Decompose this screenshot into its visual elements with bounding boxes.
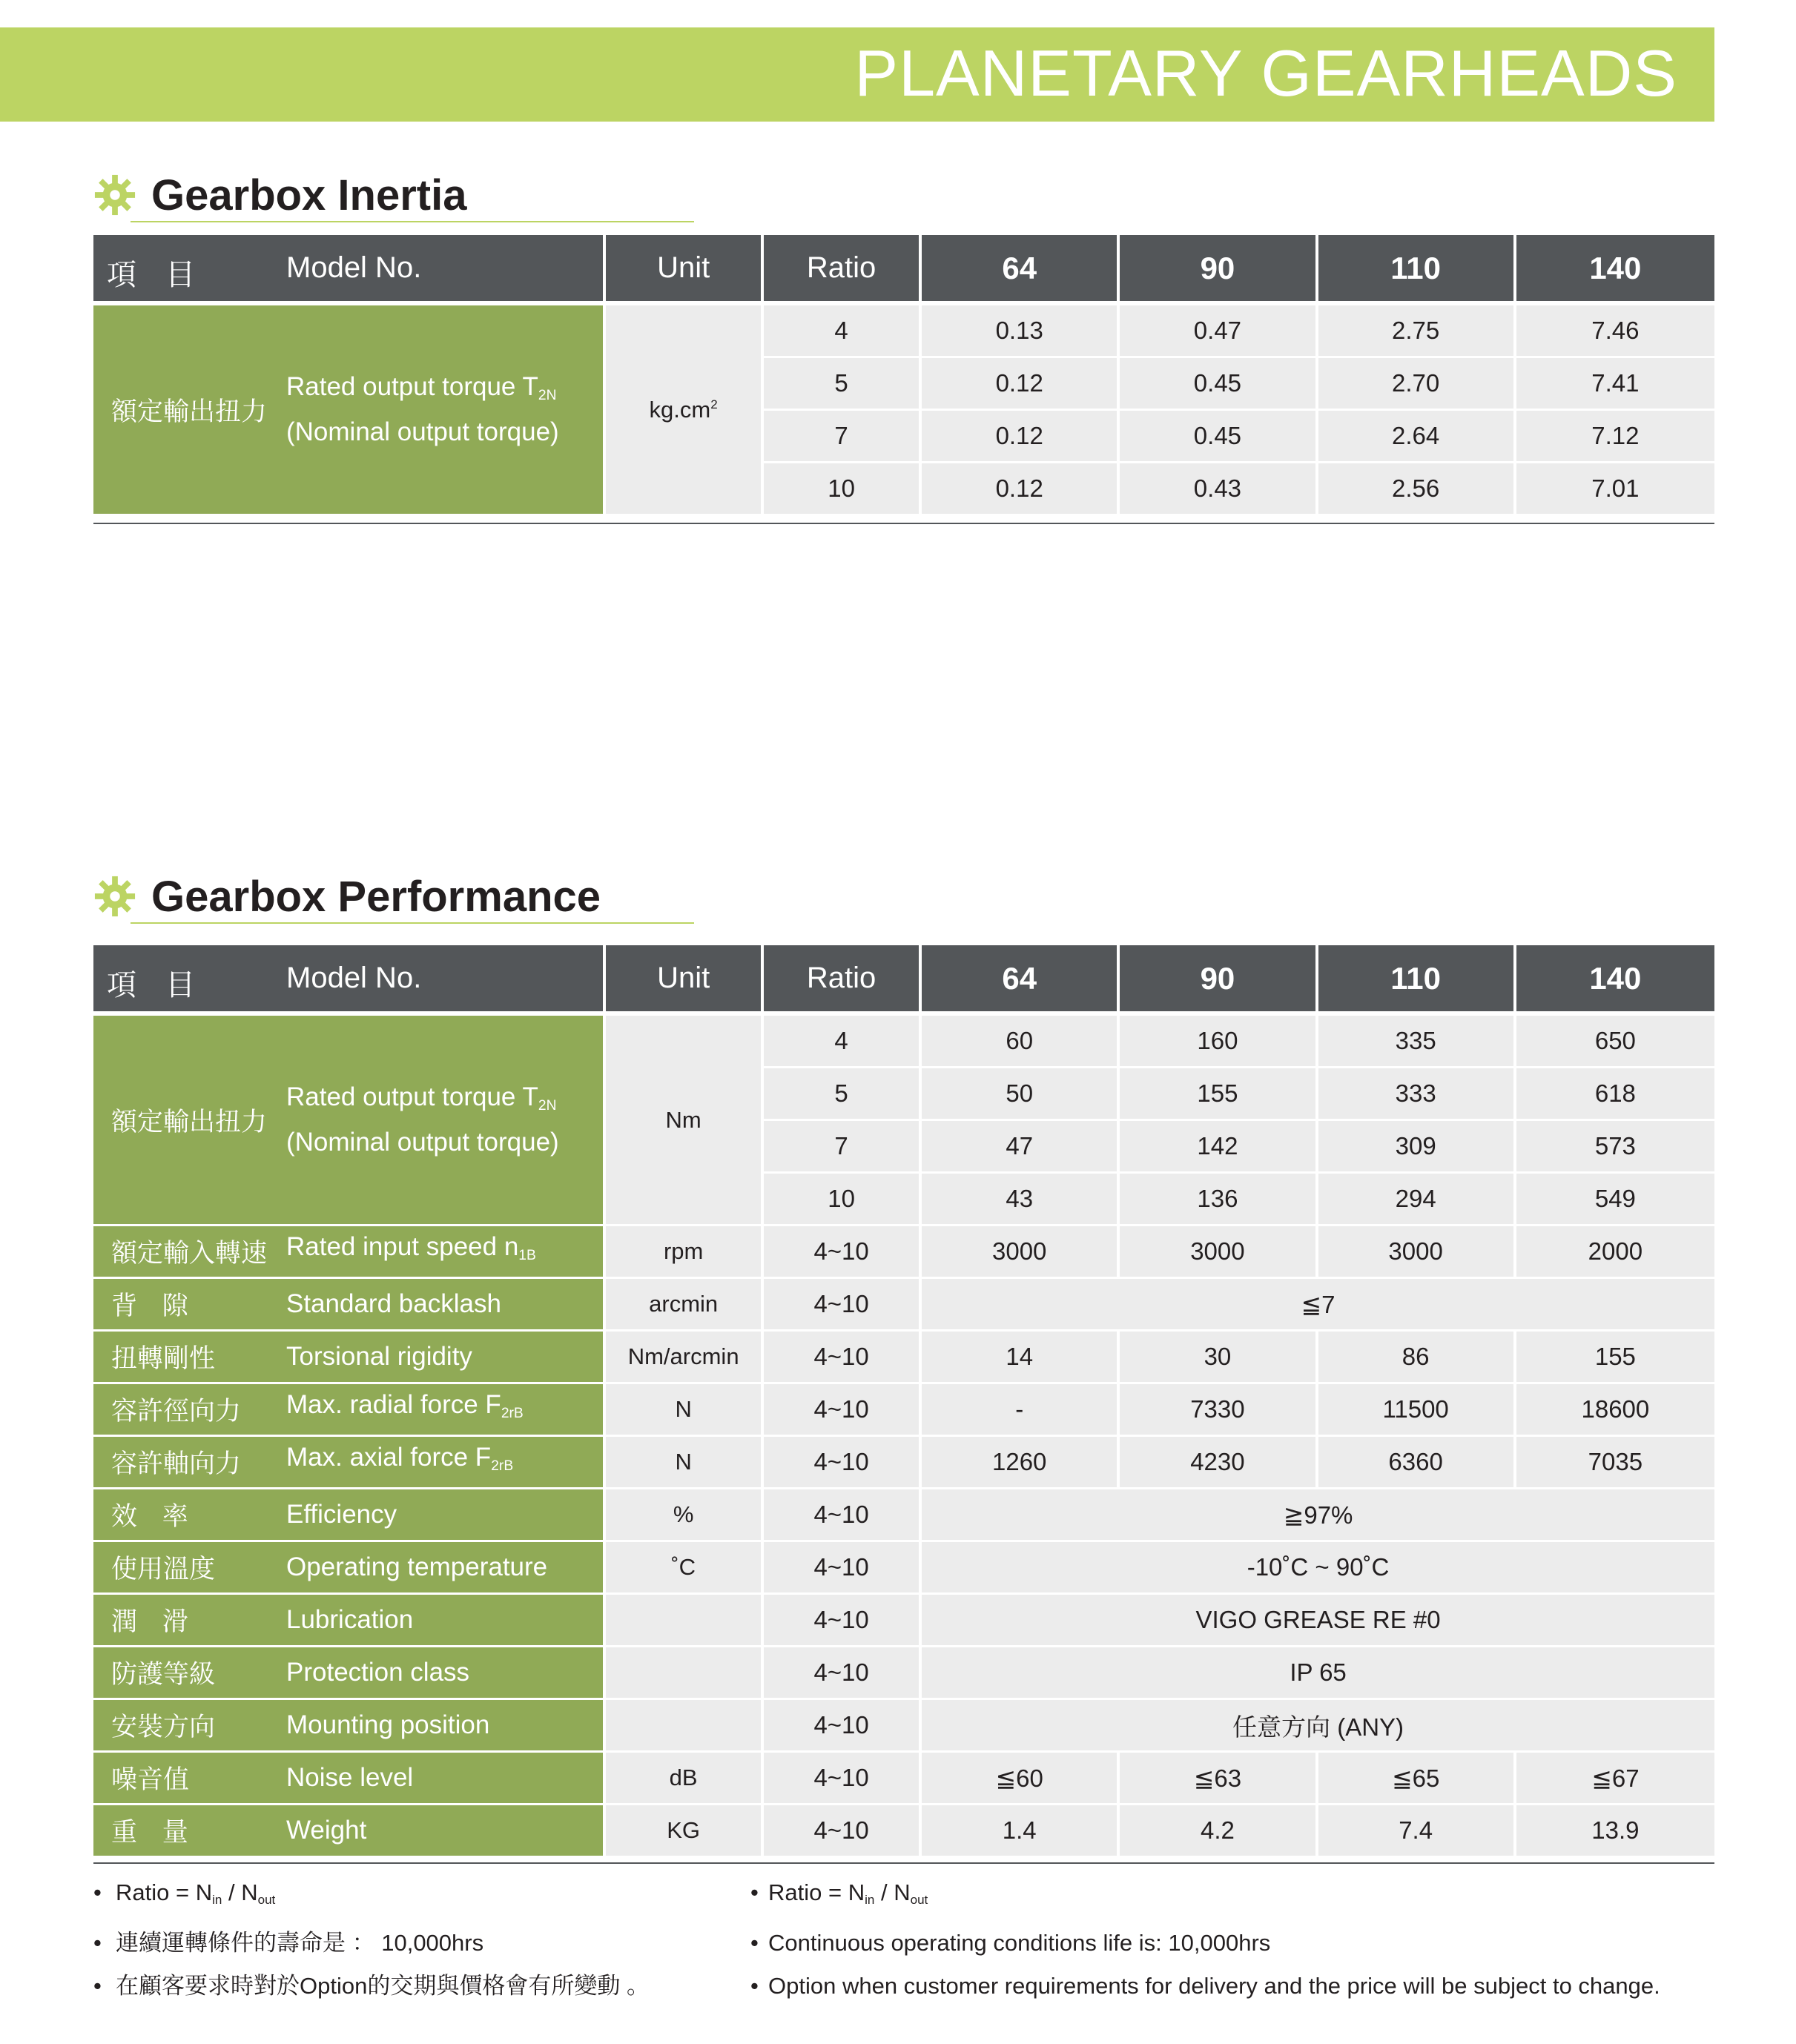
table-row [93,1542,1714,1595]
unit-cell: % [606,1489,764,1542]
row-label-en [286,1386,524,1432]
table-row [93,1016,1714,1068]
value-cell: 7.46 [1516,305,1714,358]
label-en-text: Max. axial force F [286,1443,492,1472]
value-cell: 3000 [1120,1226,1318,1279]
value-cell: 2000 [1516,1226,1714,1279]
notes-zh [93,1871,650,2008]
ratio-cell: 5 [764,358,922,411]
value-cell: 30 [1120,1332,1318,1384]
banner-title: PLANETARY GEARHEADS [854,36,1677,110]
value-cell: 4.2 [1120,1805,1318,1858]
row-label-en: Efficiency [286,1500,397,1529]
value-cell: 13.9 [1516,1805,1714,1858]
value-cell: 6360 [1318,1437,1516,1489]
table-row [93,1437,1714,1489]
value-cell-merged: 任意方向 (ANY) [922,1700,1714,1753]
performance-table [93,945,1714,1858]
value-cell: 2.70 [1318,358,1516,411]
row-label-weight [93,1805,606,1858]
value-cell: 618 [1516,1068,1714,1121]
row-label-zh: 潤 滑 [111,1607,197,1636]
value-cell: 0.45 [1120,411,1318,463]
table-row [93,1700,1714,1753]
row-label-en [286,1228,536,1274]
row-label-backlash [93,1279,606,1332]
table-row [93,1226,1714,1279]
value-cell-merged: ≧97% [922,1489,1714,1542]
row-label-en: Torsional rigidity [286,1342,472,1371]
value-cell: 0.12 [922,358,1120,411]
ratio-cell: 4 [764,305,922,358]
value-cell: 4230 [1120,1437,1318,1489]
value-cell: 1260 [922,1437,1120,1489]
row-label-protection [93,1647,606,1700]
row-label-zh: 重 量 [111,1818,197,1847]
table-row [93,1279,1714,1332]
unit-cell [606,1700,764,1753]
section-title-inertia [93,172,605,224]
value-cell: 60 [922,1016,1120,1068]
value-cell: 3000 [922,1226,1120,1279]
row-label-temperature [93,1542,606,1595]
table-bottom-rule [93,523,1714,524]
value-cell: 18600 [1516,1384,1714,1437]
note-subscript: in [865,1893,875,1908]
ratio-cell: 10 [764,463,922,516]
unit-cell [606,305,764,516]
ratio-cell: 4~10 [764,1279,922,1332]
label-subscript: 1B [518,1247,536,1263]
table-header-row [93,945,1714,1016]
value-cell: 335 [1318,1016,1516,1068]
ratio-cell: 7 [764,1121,922,1174]
value-cell: 155 [1120,1068,1318,1121]
row-label-mounting [93,1700,606,1753]
header-model-no: Model No. [286,251,422,284]
header-model-140: 140 [1516,235,1714,305]
row-label-zh: 背 隙 [111,1291,197,1320]
unit-cell: arcmin [606,1279,764,1332]
value-cell: 7.4 [1318,1805,1516,1858]
value-cell-merged: IP 65 [922,1647,1714,1700]
unit-cell: rpm [606,1226,764,1279]
bullet: • [93,1879,102,1905]
row-label-en: Standard backlash [286,1289,501,1318]
value-cell: 11500 [1318,1384,1516,1437]
unit-cell: Nm [606,1016,764,1226]
value-cell: 1.4 [922,1805,1120,1858]
value-cell: 160 [1120,1016,1318,1068]
note-life-zh [93,1922,650,1965]
value-cell: - [922,1384,1120,1437]
ratio-cell: 7 [764,411,922,463]
row-label-zh: 防護等級 [111,1660,216,1689]
row-label-noise [93,1753,606,1805]
value-cell: 2.64 [1318,411,1516,463]
value-cell: 155 [1516,1332,1714,1384]
ratio-cell: 10 [764,1174,922,1226]
table-row [93,1753,1714,1805]
unit-cell: Nm/arcmin [606,1332,764,1384]
bullet: • [93,1930,102,1957]
value-cell: ≦65 [1318,1753,1516,1805]
value-cell: 3000 [1318,1226,1516,1279]
row-label-zh: 額定輸入轉速 [111,1239,268,1268]
label-en-line1: Rated output torque T [286,371,538,401]
unit-superscript: 2 [710,397,718,411]
row-label-en: Protection class [286,1658,470,1687]
value-cell-merged: -10˚C ~ 90˚C [922,1542,1714,1595]
label-en-line1: Rated output torque T [286,1082,538,1111]
value-cell: 47 [922,1121,1120,1174]
note-ratio-zh [93,1871,650,1922]
value-cell: 309 [1318,1121,1516,1174]
table-row [93,1805,1714,1858]
row-label-zh: 噪音值 [111,1765,190,1794]
value-cell: 333 [1318,1068,1516,1121]
note-life-en [750,1922,1660,1965]
unit-cell: N [606,1384,764,1437]
note-subscript: in [212,1893,222,1908]
ratio-cell: 4~10 [764,1384,922,1437]
table-bottom-rule [93,1862,1714,1864]
label-en-line2: (Nominal output torque) [286,417,559,447]
unit-cell: dB [606,1753,764,1805]
value-cell: ≦60 [922,1753,1120,1805]
value-cell: 7035 [1516,1437,1714,1489]
header-model-64: 64 [922,235,1120,305]
value-cell: ≦67 [1516,1753,1714,1805]
header-model-64: 64 [922,945,1120,1016]
row-label-zh: 容許軸向力 [111,1449,242,1478]
ratio-cell: 4 [764,1016,922,1068]
value-cell: 136 [1120,1174,1318,1226]
section-underline [131,922,694,924]
row-label-zh: 安裝方向 [111,1713,216,1742]
header-item [93,235,606,305]
note-text: Ratio = N [768,1879,865,1905]
row-label-en [286,1439,513,1485]
note-text: Ratio = N [116,1879,213,1905]
header-item-zh: 項 目 [107,969,206,1002]
header-model-no: Model No. [286,962,422,994]
table-header-row [93,235,1714,305]
value-cell: 2.75 [1318,305,1516,358]
value-cell: 573 [1516,1121,1714,1174]
note-text: 在顧客要求時對於Option的交期與價格會有所變動 。 [116,1973,650,2000]
header-ratio: Ratio [764,945,922,1016]
note-option-en [750,1965,1660,2008]
value-cell: 650 [1516,1016,1714,1068]
section-title-text: Gearbox Inertia [151,171,467,219]
note-option-zh [93,1965,650,2008]
label-subscript: 2rB [501,1405,524,1421]
table-row [93,1384,1714,1437]
label-en-line2: (Nominal output torque) [286,1128,559,1157]
label-subscript: 2N [538,387,557,403]
note-ratio-en [750,1871,1660,1922]
label-subscript: 2rB [491,1458,514,1474]
unit-cell [606,1647,764,1700]
row-label-rated-torque [93,305,606,516]
value-cell-merged: ≦7 [922,1279,1714,1332]
row-label-zh: 效 率 [111,1502,197,1531]
value-cell: 7.12 [1516,411,1714,463]
notes-en [750,1871,1660,2008]
note-text: / N [222,1879,258,1905]
note-text: Continuous operating conditions life is: 10,000hrs [768,1930,1271,1957]
header-banner [0,27,1714,122]
value-cell: ≦63 [1120,1753,1318,1805]
ratio-cell: 4~10 [764,1489,922,1542]
header-model-90: 90 [1120,235,1318,305]
value-cell: 294 [1318,1174,1516,1226]
value-cell: 0.43 [1120,463,1318,516]
row-label-zh: 使用溫度 [111,1555,216,1584]
value-cell: 0.12 [922,463,1120,516]
row-label-zh: 額定輸出扭力 [111,397,268,426]
header-model-110: 110 [1318,235,1516,305]
row-label-rigidity [93,1332,606,1384]
value-cell: 7.01 [1516,463,1714,516]
row-label-lubrication [93,1595,606,1647]
value-cell: 0.45 [1120,358,1318,411]
note-text: / N [874,1879,911,1905]
header-unit: Unit [606,945,764,1016]
header-model-140: 140 [1516,945,1714,1016]
bullet: • [750,1879,759,1905]
value-cell: 0.13 [922,305,1120,358]
value-cell: 2.56 [1318,463,1516,516]
unit-cell: N [606,1437,764,1489]
value-cell-merged: VIGO GREASE RE #0 [922,1595,1714,1647]
label-subscript: 2N [538,1097,557,1114]
value-cell: 7.41 [1516,358,1714,411]
ratio-cell: 4~10 [764,1595,922,1647]
unit-text: kg.cm [649,396,711,423]
ratio-cell: 4~10 [764,1700,922,1753]
row-label-radial-force [93,1384,606,1437]
bullet: • [750,1973,759,2000]
ratio-cell: 5 [764,1068,922,1121]
row-label-en: Weight [286,1816,367,1845]
unit-cell: KG [606,1805,764,1858]
note-text: 連續運轉條件的壽命是 ： 10,000hrs [116,1930,484,1957]
table-row [93,1489,1714,1542]
row-label-zh: 額定輸出扭力 [111,1107,268,1137]
row-label-en [286,1079,559,1162]
label-en-text: Max. radial force F [286,1390,501,1420]
unit-cell: ˚C [606,1542,764,1595]
note-subscript: out [257,1893,276,1908]
note-subscript: out [910,1893,928,1908]
value-cell: 549 [1516,1174,1714,1226]
row-label-en: Lubrication [286,1605,414,1634]
row-label-en [286,368,559,452]
value-cell: 43 [922,1174,1120,1226]
header-item-zh: 項 目 [107,259,206,291]
inertia-table [93,235,1714,516]
gear-icon [93,173,136,216]
label-en-text: Rated input speed n [286,1232,519,1262]
value-cell: 50 [922,1068,1120,1121]
row-label-rated-torque [93,1016,606,1226]
note-text: Option when customer requirements for delivery and the price will be subject to change. [768,1973,1660,2000]
table-row [93,1332,1714,1384]
row-label-zh: 容許徑向力 [111,1397,242,1426]
ratio-cell: 4~10 [764,1647,922,1700]
header-unit: Unit [606,235,764,305]
value-cell: 86 [1318,1332,1516,1384]
ratio-cell: 4~10 [764,1226,922,1279]
unit-cell [606,1595,764,1647]
value-cell: 7330 [1120,1384,1318,1437]
row-label-efficiency [93,1489,606,1542]
table-row [93,1647,1714,1700]
value-cell: 142 [1120,1121,1318,1174]
table-row [93,305,1714,358]
row-label-input-speed [93,1226,606,1279]
row-label-en: Noise level [286,1763,414,1792]
ratio-cell: 4~10 [764,1332,922,1384]
section-title-performance [93,873,627,925]
gear-icon [93,875,136,918]
bullet: • [93,1973,102,2000]
ratio-cell: 4~10 [764,1542,922,1595]
row-label-axial-force [93,1437,606,1489]
header-model-110: 110 [1318,945,1516,1016]
section-underline [131,221,694,222]
value-cell: 14 [922,1332,1120,1384]
section-title-text: Gearbox Performance [151,873,601,921]
header-item [93,945,606,1016]
table-row [93,1595,1714,1647]
row-label-zh: 扭轉剛性 [111,1344,216,1373]
value-cell: 0.47 [1120,305,1318,358]
row-label-en: Operating temperature [286,1552,548,1581]
row-label-en: Mounting position [286,1710,490,1739]
header-ratio: Ratio [764,235,922,305]
ratio-cell: 4~10 [764,1437,922,1489]
ratio-cell: 4~10 [764,1753,922,1805]
value-cell: 0.12 [922,411,1120,463]
ratio-cell: 4~10 [764,1805,922,1858]
header-model-90: 90 [1120,945,1318,1016]
bullet: • [750,1930,759,1957]
